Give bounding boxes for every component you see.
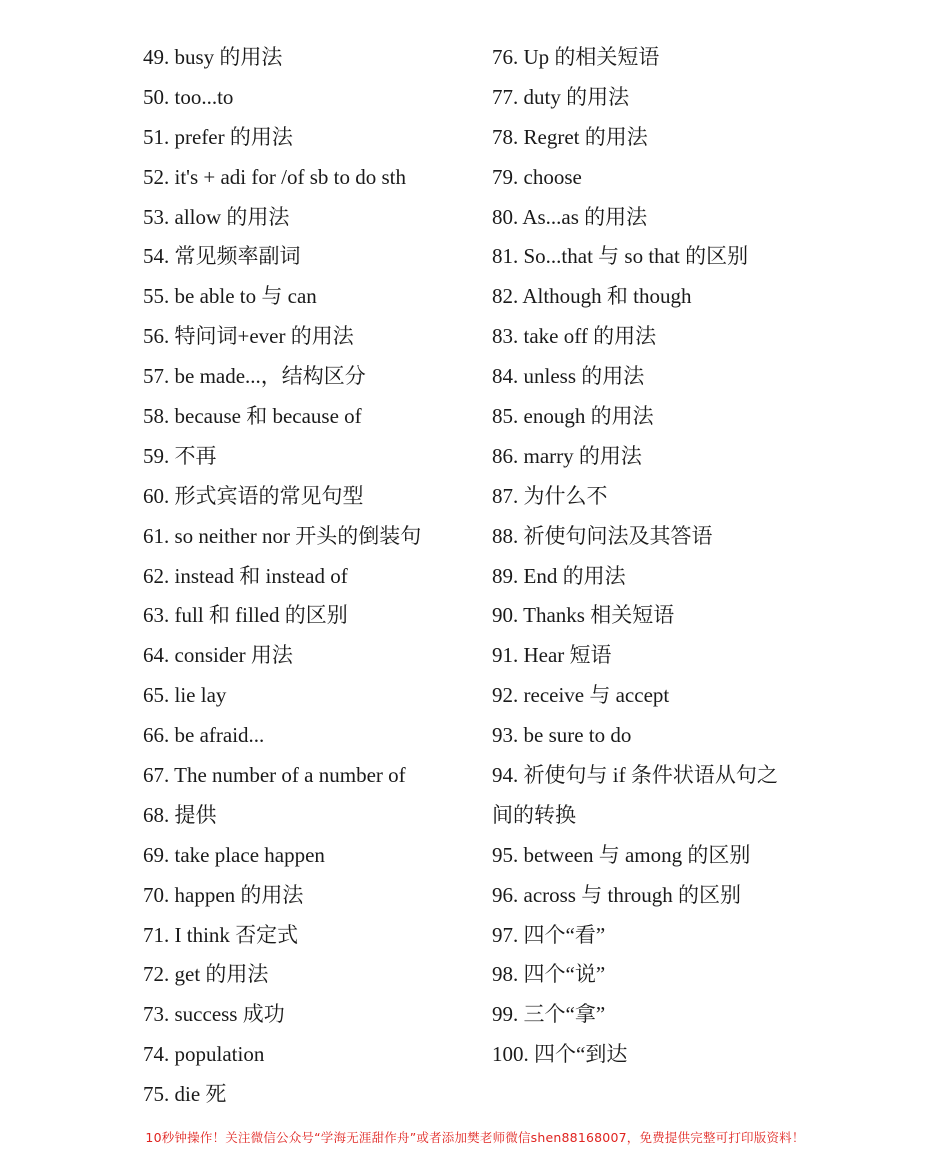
list-item: 94. 祈使句与 if 条件状语从句之	[492, 763, 778, 788]
list-item: 78. Regret 的用法	[492, 124, 648, 149]
list-item: 55. be able to 与 can	[143, 284, 317, 309]
list-item: 75. die 死	[143, 1082, 227, 1107]
list-item: 57. be made...，结构区分	[143, 364, 366, 389]
list-item: 91. Hear 短语	[492, 643, 612, 668]
list-item: 53. allow 的用法	[143, 204, 290, 229]
list-item: 73. success 成功	[143, 1002, 285, 1027]
list-item: 85. enough 的用法	[492, 404, 654, 429]
list-item: 100. 四个“到达	[492, 1042, 628, 1067]
list-item: 79. choose	[492, 164, 582, 189]
list-item: 66. be afraid...	[143, 723, 265, 748]
list-item: 54. 常见频率副词	[143, 244, 301, 269]
list-item: 93. be sure to do	[492, 723, 632, 748]
list-item: 50. too...to	[143, 84, 234, 109]
list-item: 69. take place happen	[143, 842, 325, 867]
right-column-list	[492, 38, 822, 1075]
list-item: 52. it's + adi for /of sb to do sth	[143, 164, 406, 189]
list-item: 86. marry 的用法	[492, 443, 642, 468]
list-item: 82. Although 和 though	[492, 284, 692, 309]
list-item: 98. 四个“说”	[492, 962, 606, 987]
list-item: 87. 为什么不	[492, 483, 608, 508]
list-item: 92. receive 与 accept	[492, 683, 670, 708]
list-item: 61. so neither nor 开头的倒装句	[143, 523, 422, 548]
list-item: 74. population	[143, 1042, 265, 1067]
list-item: 60. 形式宾语的常见句型	[143, 483, 364, 508]
list-item: 64. consider 用法	[143, 643, 293, 668]
list-item: 96. across 与 through 的区别	[492, 882, 742, 907]
list-item: 71. I think 否定式	[143, 922, 299, 947]
list-item: 99. 三个“拿”	[492, 1002, 606, 1027]
list-item: 81. So...that 与 so that 的区别	[492, 244, 749, 269]
list-item: 90. Thanks 相关短语	[492, 603, 675, 628]
list-item: 56. 特问词+ever 的用法	[143, 324, 354, 349]
footer-notice: 10秒钟操作！关注微信公众号“学海无涯甜作舟”或者添加樊老师微信shen88168007，免费提供完整可打印版资料！	[145, 1130, 805, 1145]
list-item: 95. between 与 among 的区别	[492, 842, 751, 867]
list-item: 65. lie lay	[143, 683, 227, 708]
list-item: 59. 不再	[143, 443, 217, 468]
list-item: 72. get 的用法	[143, 962, 269, 987]
list-item: 89. End 的用法	[492, 563, 626, 588]
list-item: 97. 四个“看”	[492, 922, 606, 947]
list-item: 62. instead 和 instead of	[143, 563, 348, 588]
list-item: 76. Up 的相关短语	[492, 45, 660, 69]
list-item: 84. unless 的用法	[492, 364, 645, 389]
list-item: 58. because 和 because of	[143, 404, 362, 429]
list-item: 49. busy 的用法	[143, 45, 283, 69]
list-item: 83. take off 的用法	[492, 324, 657, 349]
list-item: 间的转换	[492, 802, 576, 827]
list-item: 68. 提供	[143, 802, 217, 827]
list-item: 77. duty 的用法	[492, 84, 630, 109]
list-item: 80. As...as 的用法	[492, 204, 648, 229]
list-item: 67. The number of a number of	[143, 763, 406, 788]
list-item: 63. full 和 filled 的区别	[143, 603, 348, 628]
left-column-list	[143, 38, 473, 1115]
list-item: 51. prefer 的用法	[143, 124, 293, 149]
list-item: 88. 祈使句问法及其答语	[492, 523, 713, 548]
list-item: 70. happen 的用法	[143, 882, 304, 907]
